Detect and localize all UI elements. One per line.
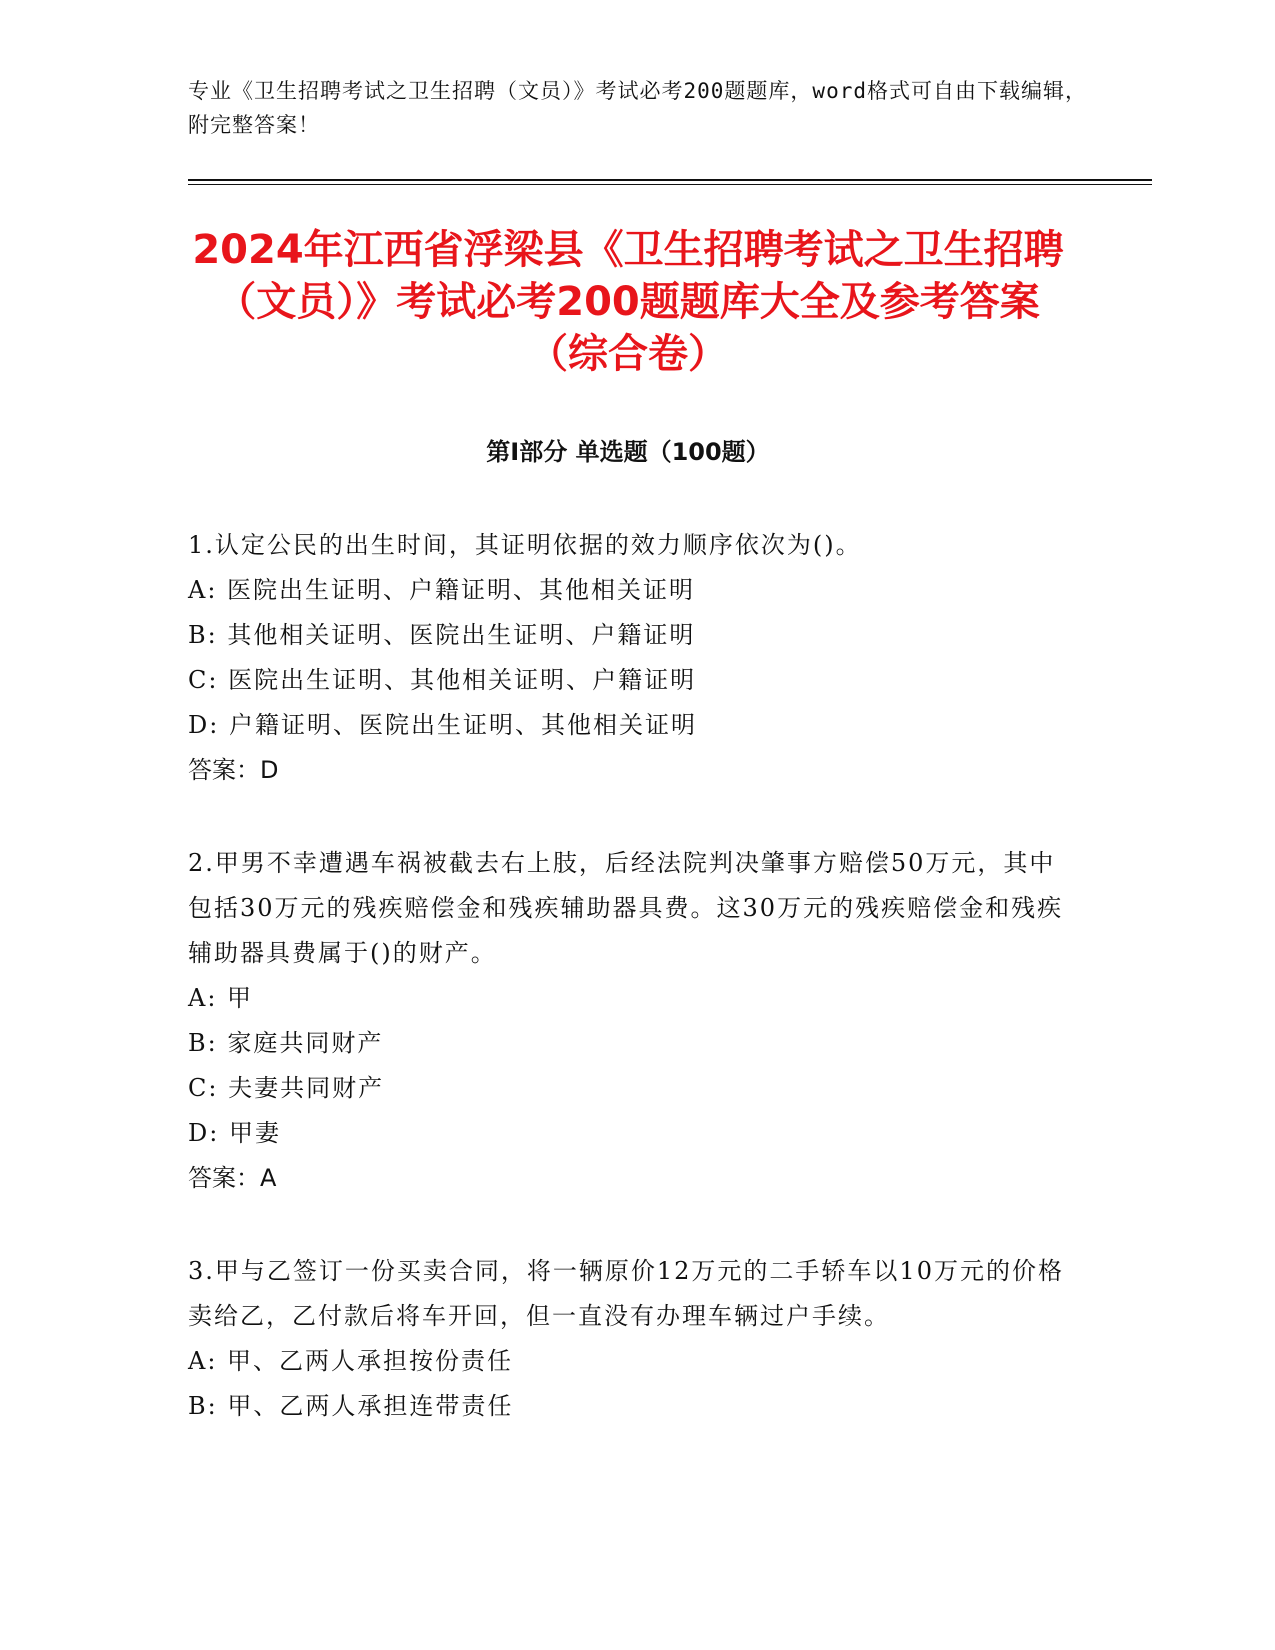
question-item — [188, 1249, 1068, 1429]
option-a: A: 医院出生证明、户籍证明、其他相关证明 — [188, 576, 696, 604]
answer: 答案：A — [188, 1164, 277, 1192]
option-c: C: 医院出生证明、其他相关证明、户籍证明 — [188, 666, 697, 694]
question-stem: 3.甲与乙签订一份买卖合同，将一辆原价12万元的二手轿车以10万元的价格卖给乙，乙付款后将车开回，但一直没有办理车辆过户手续。 — [188, 1257, 1064, 1330]
question-stem: 1.认定公民的出生时间，其证明依据的效力顺序依次为()。 — [188, 531, 862, 559]
question-list — [188, 523, 1068, 1477]
document-title: 2024年江西省浮梁县《卫生招聘考试之卫生招聘（文员）》考试必考200题题库大全及参考答案（综合卷） — [192, 227, 1064, 377]
question-item — [188, 523, 1068, 793]
option-c: C: 夫妻共同财产 — [188, 1074, 385, 1102]
option-b: B: 家庭共同财产 — [188, 1029, 384, 1057]
option-a: A: 甲 — [188, 984, 254, 1012]
header-divider-thin — [188, 184, 1152, 185]
option-d: D: 户籍证明、医院出生证明、其他相关证明 — [188, 711, 697, 739]
option-b: B: 甲、乙两人承担连带责任 — [188, 1392, 514, 1420]
header-note: 专业《卫生招聘考试之卫生招聘（文员）》考试必考200题题库，word格式可自由下载编辑，附完整答案！ — [188, 79, 1087, 137]
option-d: D: 甲妻 — [188, 1119, 281, 1147]
question-stem: 2.甲男不幸遭遇车祸被截去右上肢，后经法院判决肇事方赔偿50万元，其中包括30万元的残疾赔偿金和残疾辅助器具费。这30万元的残疾赔偿金和残疾辅助器具费属于()的财产。 — [188, 849, 1064, 967]
header-divider — [188, 179, 1152, 181]
option-b: B: 其他相关证明、医院出生证明、户籍证明 — [188, 621, 696, 649]
section-title: 第Ⅰ部分 单选题（100题） — [486, 438, 770, 466]
answer: 答案：D — [188, 756, 279, 784]
option-a: A: 甲、乙两人承担按份责任 — [188, 1347, 514, 1375]
question-item — [188, 841, 1068, 1201]
